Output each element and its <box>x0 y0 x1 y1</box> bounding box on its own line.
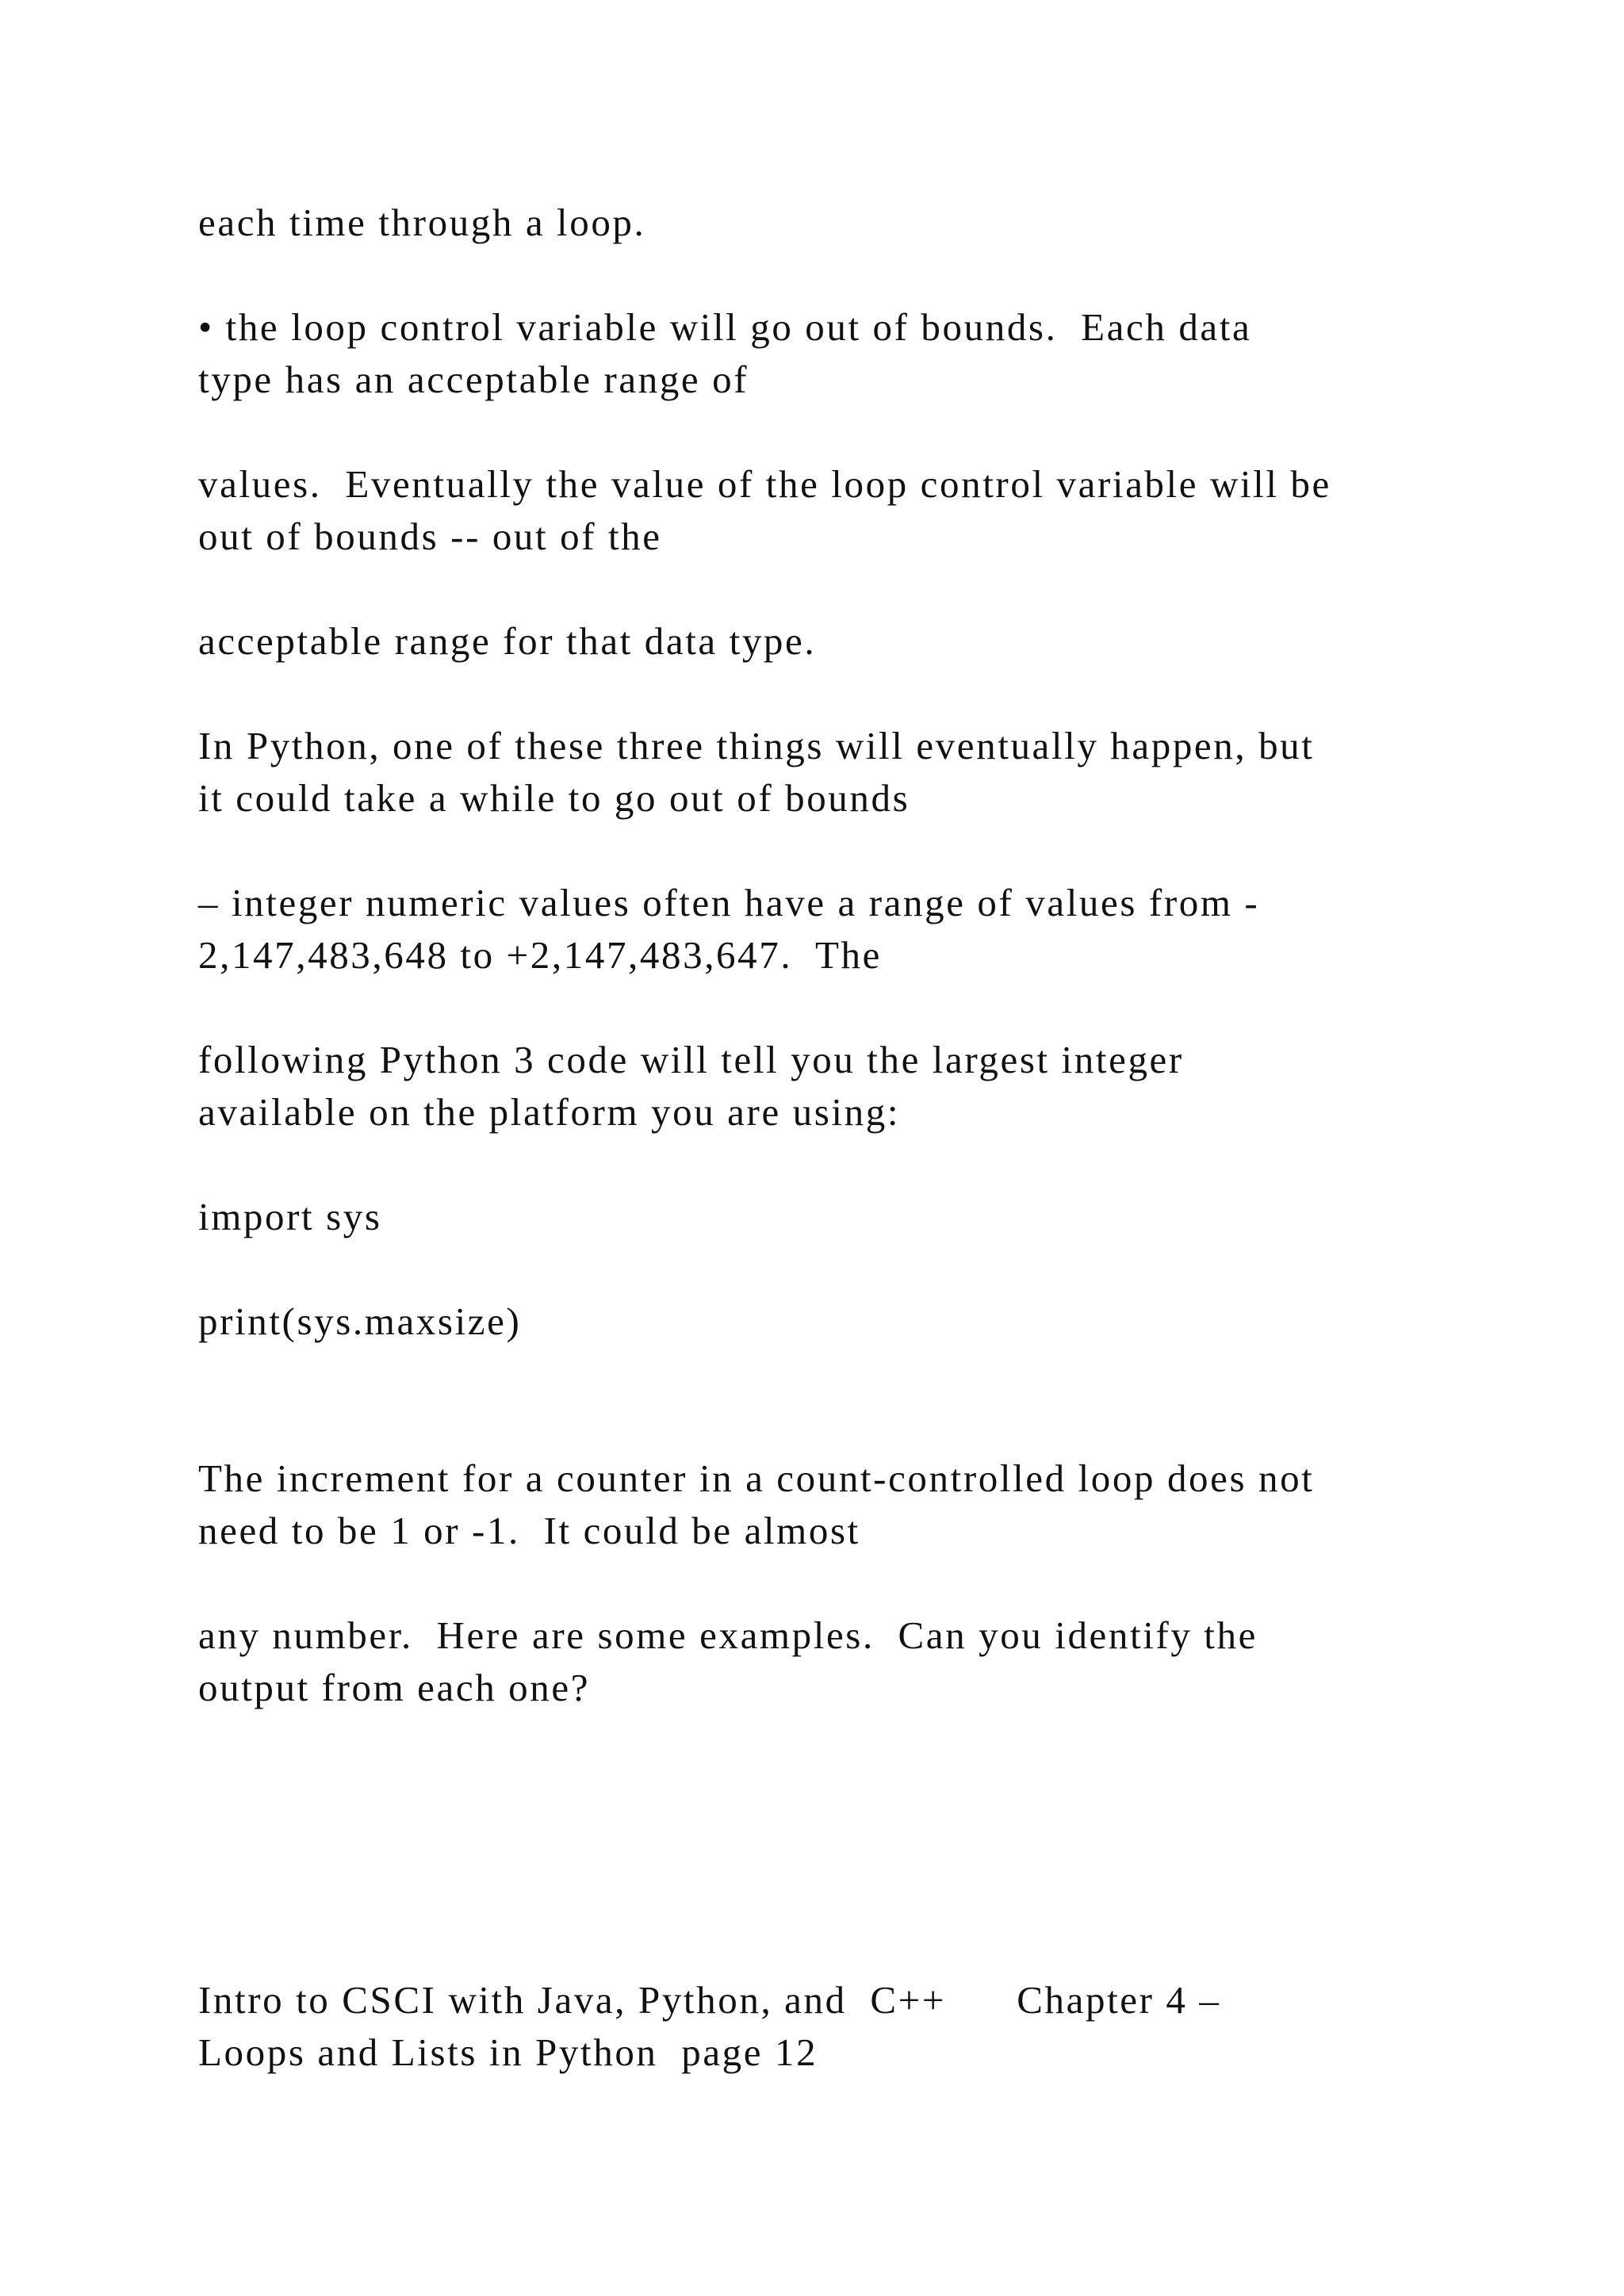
code-line-import: import sys <box>198 1195 382 1238</box>
paragraph-4-line-1: acceptable range for that data type. <box>198 619 817 663</box>
paragraph-6-line-2: 2,147,483,648 to +2,147,483,647. The <box>198 933 882 977</box>
paragraph-10-line-2: need to be 1 or -1. It could be almost <box>198 1509 860 1552</box>
paragraph-11-line-1: any number. Here are some examples. Can you identify the <box>198 1613 1258 1657</box>
paragraph-10-line-1: The increment for a counter in a count-controlled loop does not <box>198 1456 1315 1500</box>
paragraph-3-line-1: values. Eventually the value of the loop control variable will be <box>198 462 1331 506</box>
code-line-print: print(sys.maxsize) <box>198 1299 522 1343</box>
paragraph-7-line-1: following Python 3 code will tell you the largest integer <box>198 1038 1184 1081</box>
paragraph-5-line-1: In Python, one of these three things will eventually happen, but <box>198 724 1315 767</box>
paragraph-2-line-1: • the loop control variable will go out of bounds. Each data <box>198 305 1252 349</box>
paragraph-1-line-1: each time through a loop. <box>198 201 646 244</box>
paragraph-11-line-2: output from each one? <box>198 1666 591 1709</box>
paragraph-2-line-2: type has an acceptable range of <box>198 358 749 401</box>
paragraph-6-line-1: – integer numeric values often have a range of values from - <box>198 881 1260 924</box>
paragraph-5-line-2: it could take a while to go out of bounds <box>198 776 910 820</box>
footer-line-1: Intro to CSCI with Java, Python, and C++ Chapter 4 – <box>198 1978 1221 2022</box>
paragraph-3-line-2: out of bounds -- out of the <box>198 515 662 558</box>
footer-line-2: Loops and Lists in Python page 12 <box>198 2030 818 2074</box>
paragraph-7-line-2: available on the platform you are using: <box>198 1090 901 1134</box>
